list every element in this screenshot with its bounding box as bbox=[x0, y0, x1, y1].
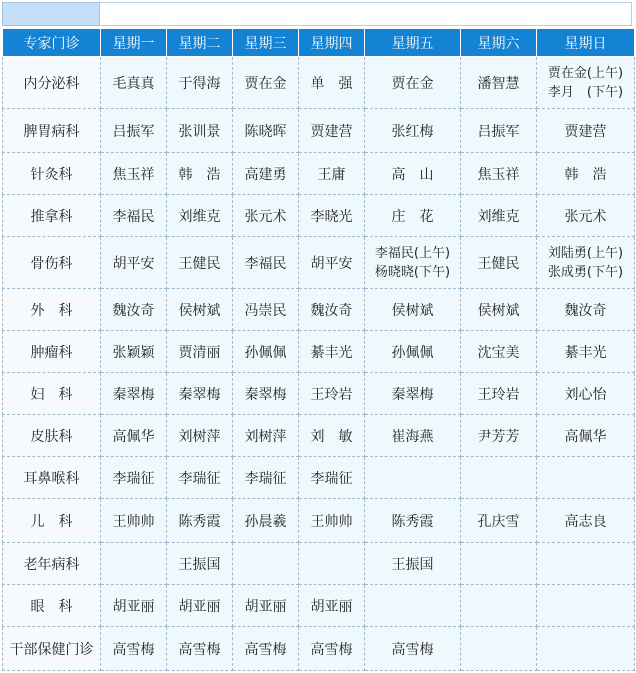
department-name: 耳鼻喉科 bbox=[3, 457, 101, 499]
schedule-cell bbox=[167, 585, 233, 627]
doctor-name: 胡亚丽 bbox=[112, 598, 155, 615]
schedule-cell bbox=[233, 499, 299, 543]
table-row bbox=[3, 195, 635, 237]
schedule-cell bbox=[537, 195, 635, 237]
schedule-cell bbox=[365, 289, 461, 331]
schedule-cell bbox=[461, 499, 537, 543]
doctor-name: 王振国 bbox=[178, 556, 221, 573]
top-bar bbox=[0, 0, 636, 28]
schedule-cell bbox=[167, 457, 233, 499]
doctor-name: 刘陆勇(上午) bbox=[547, 245, 624, 261]
doctor-name: 张训景 bbox=[178, 123, 221, 140]
doctor-name: 崔海燕 bbox=[391, 428, 434, 445]
schedule-cell bbox=[537, 57, 635, 109]
doctor-name: 刘心怡 bbox=[564, 386, 607, 403]
schedule-cell bbox=[461, 543, 537, 585]
column-header-department: 专家门诊 bbox=[3, 29, 101, 57]
doctor-name: 张元术 bbox=[564, 208, 607, 225]
schedule-cell bbox=[101, 57, 167, 109]
doctor-name: 侯树斌 bbox=[391, 302, 434, 319]
schedule-cell bbox=[299, 457, 365, 499]
schedule-cell bbox=[461, 585, 537, 627]
schedule-cell bbox=[461, 373, 537, 415]
schedule-cell bbox=[365, 457, 461, 499]
table-row bbox=[3, 585, 635, 627]
doctor-name: 高雪梅 bbox=[112, 641, 155, 658]
doctor-name: 吕振军 bbox=[112, 123, 155, 140]
doctor-name: 高雪梅 bbox=[391, 641, 434, 658]
schedule-cell bbox=[299, 499, 365, 543]
schedule-cell bbox=[167, 331, 233, 373]
schedule-cell bbox=[299, 237, 365, 289]
doctor-name: 高佩华 bbox=[564, 428, 607, 445]
doctor-name: 侯树斌 bbox=[477, 302, 520, 319]
schedule-cell bbox=[461, 289, 537, 331]
schedule-cell bbox=[537, 415, 635, 457]
doctor-name: 高雪梅 bbox=[244, 641, 287, 658]
doctor-name: 胡亚丽 bbox=[310, 598, 353, 615]
doctor-name: 刘 敏 bbox=[310, 428, 353, 445]
doctor-name: 魏汝奇 bbox=[564, 302, 607, 319]
schedule-cell bbox=[461, 195, 537, 237]
schedule-cell bbox=[167, 237, 233, 289]
doctor-name: 李晓光 bbox=[310, 208, 353, 225]
doctor-name: 胡平安 bbox=[112, 255, 155, 272]
doctor-name: 李瑞征 bbox=[310, 470, 353, 487]
doctor-name: 焦玉祥 bbox=[112, 166, 155, 183]
schedule-cell bbox=[233, 109, 299, 153]
doctor-name: 贾在金 bbox=[244, 75, 287, 92]
table-row bbox=[3, 373, 635, 415]
doctor-name: 于得海 bbox=[178, 75, 221, 92]
schedule-cell bbox=[461, 109, 537, 153]
doctor-name: 李瑞征 bbox=[244, 470, 287, 487]
column-header-day: 星期六 bbox=[461, 29, 537, 57]
doctor-name: 李月 (下午) bbox=[547, 84, 624, 100]
department-name: 干部保健门诊 bbox=[3, 627, 101, 671]
doctor-name: 王健民 bbox=[477, 255, 520, 272]
schedule-cell bbox=[167, 373, 233, 415]
doctor-name: 贾建营 bbox=[310, 123, 353, 140]
doctor-name: 王帅帅 bbox=[112, 513, 155, 530]
schedule-cell bbox=[365, 499, 461, 543]
schedule-cell bbox=[461, 457, 537, 499]
clinic-schedule-table bbox=[2, 28, 635, 671]
doctor-name: 焦玉祥 bbox=[477, 166, 520, 183]
schedule-cell bbox=[299, 585, 365, 627]
doctor-name: 高 山 bbox=[391, 166, 434, 183]
doctor-name: 李福民 bbox=[112, 208, 155, 225]
schedule-cell bbox=[233, 331, 299, 373]
department-name: 肿瘤科 bbox=[3, 331, 101, 373]
table-row bbox=[3, 289, 635, 331]
column-header-day: 星期三 bbox=[233, 29, 299, 57]
schedule-cell bbox=[167, 57, 233, 109]
schedule-cell bbox=[299, 373, 365, 415]
schedule-cell bbox=[101, 499, 167, 543]
doctor-name: 王庸 bbox=[317, 166, 346, 183]
doctor-name: 李瑞征 bbox=[178, 470, 221, 487]
schedule-cell bbox=[299, 195, 365, 237]
schedule-cell bbox=[537, 543, 635, 585]
doctor-name: 王振国 bbox=[391, 556, 434, 573]
table-row bbox=[3, 331, 635, 373]
schedule-cell bbox=[461, 415, 537, 457]
schedule-cell bbox=[299, 415, 365, 457]
doctor-name: 高雪梅 bbox=[178, 641, 221, 658]
department-name: 眼 科 bbox=[3, 585, 101, 627]
doctor-name: 王健民 bbox=[178, 255, 221, 272]
doctor-name: 王帅帅 bbox=[310, 513, 353, 530]
schedule-cell bbox=[101, 457, 167, 499]
column-header-day: 星期日 bbox=[537, 29, 635, 57]
schedule-cell bbox=[233, 415, 299, 457]
department-name: 儿 科 bbox=[3, 499, 101, 543]
department-name: 外 科 bbox=[3, 289, 101, 331]
table-row bbox=[3, 237, 635, 289]
schedule-cell bbox=[299, 543, 365, 585]
doctor-name: 韩 浩 bbox=[564, 166, 607, 183]
schedule-cell bbox=[365, 585, 461, 627]
department-name: 骨伤科 bbox=[3, 237, 101, 289]
schedule-cell bbox=[537, 373, 635, 415]
doctor-name: 胡平安 bbox=[310, 255, 353, 272]
schedule-cell bbox=[461, 331, 537, 373]
table-body bbox=[3, 57, 635, 671]
doctor-name: 侯树斌 bbox=[178, 302, 221, 319]
schedule-cell bbox=[233, 57, 299, 109]
schedule-cell bbox=[365, 543, 461, 585]
doctor-name: 孔庆雪 bbox=[477, 513, 520, 530]
schedule-cell bbox=[461, 153, 537, 195]
schedule-cell bbox=[101, 543, 167, 585]
schedule-cell bbox=[233, 195, 299, 237]
schedule-cell bbox=[537, 585, 635, 627]
schedule-cell bbox=[461, 237, 537, 289]
doctor-name: 李福民 bbox=[244, 255, 287, 272]
doctor-name: 刘维克 bbox=[477, 208, 520, 225]
doctor-name: 杨晓晓(下午) bbox=[374, 264, 451, 280]
column-header-day: 星期一 bbox=[101, 29, 167, 57]
schedule-cell bbox=[101, 153, 167, 195]
doctor-name: 陈晓晖 bbox=[244, 123, 287, 140]
schedule-cell bbox=[101, 237, 167, 289]
schedule-cell bbox=[233, 543, 299, 585]
doctor-name: 贾在金 bbox=[391, 75, 434, 92]
doctor-name: 尹芳芳 bbox=[477, 428, 520, 445]
schedule-cell bbox=[167, 415, 233, 457]
doctor-name: 秦翠梅 bbox=[112, 386, 155, 403]
schedule-cell bbox=[537, 457, 635, 499]
doctor-name: 秦翠梅 bbox=[244, 386, 287, 403]
doctor-name: 高建勇 bbox=[244, 166, 287, 183]
department-name: 针灸科 bbox=[3, 153, 101, 195]
schedule-cell bbox=[365, 153, 461, 195]
schedule-cell bbox=[101, 585, 167, 627]
department-name: 妇 科 bbox=[3, 373, 101, 415]
doctor-name: 秦翠梅 bbox=[178, 386, 221, 403]
doctor-name: 单 强 bbox=[310, 75, 353, 92]
schedule-cell bbox=[365, 373, 461, 415]
doctor-name: 魏汝奇 bbox=[112, 302, 155, 319]
doctor-name: 秦翠梅 bbox=[391, 386, 434, 403]
doctor-name: 綦丰光 bbox=[564, 344, 607, 361]
schedule-cell bbox=[101, 289, 167, 331]
schedule-cell bbox=[167, 153, 233, 195]
doctor-name: 綦丰光 bbox=[310, 344, 353, 361]
schedule-cell bbox=[101, 331, 167, 373]
doctor-name: 刘维克 bbox=[178, 208, 221, 225]
schedule-cell bbox=[299, 289, 365, 331]
schedule-cell bbox=[537, 331, 635, 373]
schedule-cell bbox=[365, 415, 461, 457]
schedule-cell bbox=[233, 289, 299, 331]
schedule-cell bbox=[167, 627, 233, 671]
schedule-cell bbox=[365, 195, 461, 237]
doctor-name: 陈秀霞 bbox=[391, 513, 434, 530]
doctor-name: 贾清丽 bbox=[178, 344, 221, 361]
doctor-name: 李福民(上午) bbox=[374, 245, 451, 261]
schedule-cell bbox=[299, 57, 365, 109]
schedule-cell bbox=[299, 331, 365, 373]
doctor-name: 陈秀霞 bbox=[178, 513, 221, 530]
schedule-cell bbox=[101, 627, 167, 671]
doctor-name: 刘树萍 bbox=[244, 428, 287, 445]
schedule-cell bbox=[537, 499, 635, 543]
doctor-name: 王玲岩 bbox=[477, 386, 520, 403]
schedule-cell bbox=[167, 195, 233, 237]
schedule-cell bbox=[299, 109, 365, 153]
schedule-cell bbox=[167, 499, 233, 543]
doctor-name: 张颖颖 bbox=[112, 344, 155, 361]
schedule-cell bbox=[167, 289, 233, 331]
schedule-cell bbox=[233, 153, 299, 195]
schedule-cell bbox=[233, 627, 299, 671]
table-row bbox=[3, 57, 635, 109]
doctor-name: 魏汝奇 bbox=[310, 302, 353, 319]
top-bar-white-cell bbox=[100, 2, 632, 26]
doctor-name: 孙晨羲 bbox=[244, 513, 287, 530]
doctor-name: 冯崇民 bbox=[244, 302, 287, 319]
doctor-name: 贾在金(上午) bbox=[547, 65, 624, 81]
schedule-cell bbox=[167, 543, 233, 585]
schedule-cell bbox=[233, 457, 299, 499]
schedule-cell bbox=[233, 585, 299, 627]
doctor-name: 高佩华 bbox=[112, 428, 155, 445]
doctor-name: 张成勇(下午) bbox=[547, 264, 624, 280]
schedule-cell bbox=[537, 153, 635, 195]
doctor-name: 高雪梅 bbox=[310, 641, 353, 658]
column-header-day: 星期五 bbox=[365, 29, 461, 57]
doctor-name: 张红梅 bbox=[391, 123, 434, 140]
column-header-day: 星期二 bbox=[167, 29, 233, 57]
schedule-cell bbox=[101, 109, 167, 153]
table-row bbox=[3, 457, 635, 499]
doctor-name: 吕振军 bbox=[477, 123, 520, 140]
table-row bbox=[3, 543, 635, 585]
doctor-name: 高志良 bbox=[564, 513, 607, 530]
schedule-cell bbox=[365, 331, 461, 373]
top-bar-blue-cell bbox=[2, 2, 100, 26]
doctor-name: 张元术 bbox=[244, 208, 287, 225]
doctor-name: 沈宝美 bbox=[477, 344, 520, 361]
table-row bbox=[3, 415, 635, 457]
schedule-cell bbox=[537, 109, 635, 153]
schedule-cell bbox=[101, 195, 167, 237]
schedule-cell bbox=[537, 289, 635, 331]
table-row bbox=[3, 153, 635, 195]
doctor-name: 胡亚丽 bbox=[244, 598, 287, 615]
table-row bbox=[3, 627, 635, 671]
department-name: 推拿科 bbox=[3, 195, 101, 237]
header-row bbox=[3, 29, 635, 57]
doctor-name: 韩 浩 bbox=[178, 166, 221, 183]
schedule-cell bbox=[167, 109, 233, 153]
doctor-name: 李瑞征 bbox=[112, 470, 155, 487]
doctor-name: 潘智慧 bbox=[477, 75, 520, 92]
column-header-day: 星期四 bbox=[299, 29, 365, 57]
schedule-cell bbox=[101, 415, 167, 457]
schedule-cell bbox=[299, 627, 365, 671]
schedule-cell bbox=[365, 109, 461, 153]
doctor-name: 庄 花 bbox=[391, 208, 434, 225]
schedule-cell bbox=[299, 153, 365, 195]
doctor-name: 刘树萍 bbox=[178, 428, 221, 445]
doctor-name: 孙佩佩 bbox=[244, 344, 287, 361]
schedule-cell bbox=[365, 237, 461, 289]
department-name: 内分泌科 bbox=[3, 57, 101, 109]
department-name: 老年病科 bbox=[3, 543, 101, 585]
schedule-cell bbox=[537, 237, 635, 289]
department-name: 脾胃病科 bbox=[3, 109, 101, 153]
doctor-name: 孙佩佩 bbox=[391, 344, 434, 361]
doctor-name: 贾建营 bbox=[564, 123, 607, 140]
table-row bbox=[3, 499, 635, 543]
table-row bbox=[3, 109, 635, 153]
schedule-cell bbox=[233, 237, 299, 289]
schedule-cell bbox=[461, 57, 537, 109]
doctor-name: 胡亚丽 bbox=[178, 598, 221, 615]
schedule-cell bbox=[233, 373, 299, 415]
doctor-name: 王玲岩 bbox=[310, 386, 353, 403]
schedule-cell bbox=[365, 57, 461, 109]
schedule-cell bbox=[101, 373, 167, 415]
schedule-cell bbox=[461, 627, 537, 671]
doctor-name: 毛真真 bbox=[112, 75, 155, 92]
department-name: 皮肤科 bbox=[3, 415, 101, 457]
schedule-cell bbox=[365, 627, 461, 671]
schedule-cell bbox=[537, 627, 635, 671]
